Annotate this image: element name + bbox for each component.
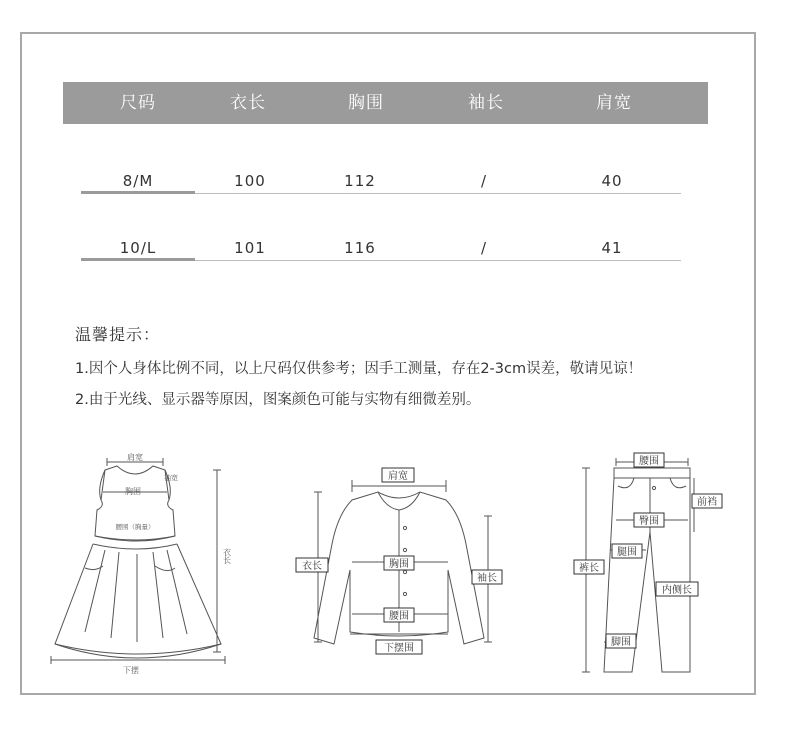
dress-measure-diagram [45,448,245,678]
shirt-label-chest: 胸围 [389,559,409,570]
pants-label-hip: 臀围 [639,516,659,527]
cell-chest: 116 [344,239,376,257]
shirt-label-waist: 腰围 [389,611,409,622]
cell-shoulder: 41 [601,239,623,257]
header-size: 尺码 [120,93,156,113]
pants-label-waist: 腰围 [639,456,659,467]
header-length: 衣长 [230,93,266,113]
pants-label-leg-opening: 脚围 [611,637,631,648]
cell-length: 101 [234,239,266,257]
size-table-header [63,82,708,124]
header-sleeve: 袖长 [468,93,504,113]
notes-block [75,322,755,419]
dress-label-hem: 下摆 [123,666,139,675]
cell-length: 100 [234,172,266,190]
pants-label-inseam: 内侧长 [662,585,692,596]
notes-title: 温馨提示： [75,325,161,344]
dress-label-waist: 腰围（胸量） [115,523,155,531]
header-chest: 胸围 [348,93,384,113]
row-divider [195,260,681,261]
row-divider [195,193,681,194]
header-shoulder: 肩宽 [596,93,632,113]
shirt-measure-diagram [288,462,510,662]
cell-sleeve: / [480,172,488,190]
pants-measure-diagram [570,448,730,678]
cell-size: 10/L [119,239,157,257]
dress-label-shoulder: 肩宽 [127,453,143,462]
pants-label-thigh: 腿围 [617,547,637,558]
cell-shoulder: 40 [601,172,623,190]
row-divider-accent [81,191,195,194]
row-divider-accent [81,258,195,261]
shirt-label-sleeve: 袖长 [477,573,497,584]
cell-chest: 112 [344,172,376,190]
notes-line: 2.由于光线、显示器等原因，图案颜色可能与实物有细微差别。 [75,392,481,408]
cell-size: 8/M [122,172,154,190]
shirt-label-length: 衣长 [302,561,322,572]
dress-label-chest: 胸围 [125,487,141,496]
dress-label-length: 衣长 [222,548,232,564]
shirt-label-hem: 下摆围 [384,643,414,654]
shirt-label-shoulder: 肩宽 [388,471,408,482]
notes-line: 1.因个人身体比例不同，以上尺码仅供参考；因手工测量，存在2-3cm误差，敬请见谅！ [75,361,643,377]
dress-label-sleeve: 袖宽 [164,474,178,482]
pants-label-front-rise: 前裆 [697,497,717,508]
pants-label-length: 裤长 [579,563,599,574]
cell-sleeve: / [480,239,488,257]
